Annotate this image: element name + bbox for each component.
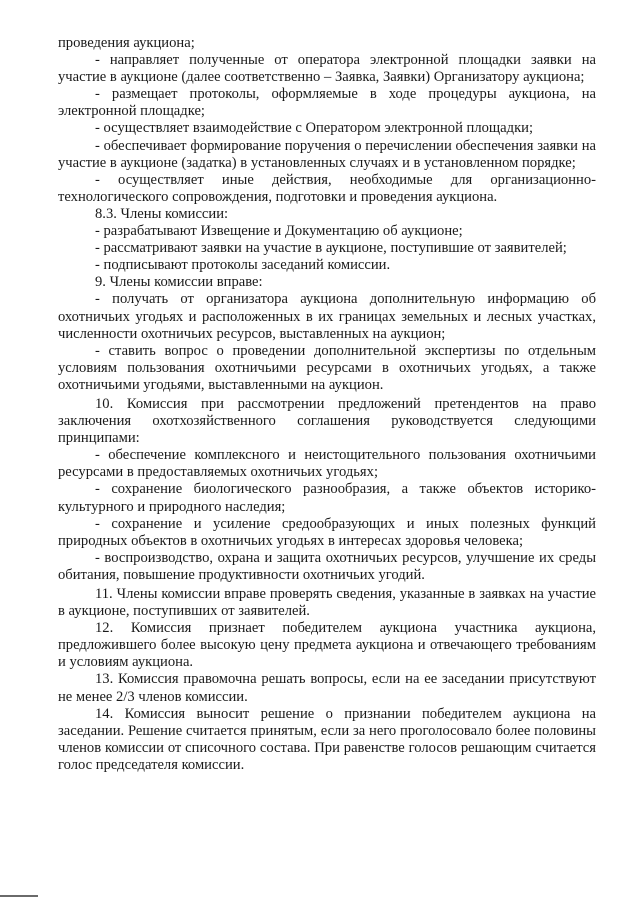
document-body — [58, 35, 596, 774]
section-12-paragraph: 12. Комиссия признает победителем аукциона участника аукциона, предложившего более высокую цену предмета аукциона и отвечающего требованиям и условиям аукциона. — [58, 620, 596, 671]
section-8-3-heading: 8.3. Члены комиссии: — [95, 205, 229, 222]
section-11-paragraph: 11. Члены комиссии вправе проверять сведения, указанные в заявках на участие в аукционе, поступивших от заявителей. — [58, 586, 596, 620]
scan-edge-mark — [0, 895, 38, 897]
paragraph-sign-protocols: - подписывают протоколы заседаний комиссии. — [95, 257, 391, 274]
section-14-paragraph: 14. Комиссия выносит решение о признании победителем аукциона на заседании. Решение считается принятым, если за него проголосовало более половины членов комиссии от списочного состава. При равенстве голосов решающим считается голос председателя комиссии. — [58, 705, 596, 773]
paragraph-raise-expertise: - ставить вопрос о проведении дополнительной экспертизы по отдельным условиям пользования охотничьими ресурсами в охотничьих угодьях, а также охотничьими угодьями, выставленными на аукцион. — [58, 342, 596, 393]
paragraph-environment-functions: - сохранение и усиление средообразующих и иных полезных функций природных объектов в охотничьих угодьях в интересах здоровья человека; — [58, 515, 596, 549]
paragraph-forward-applications: - направляет полученные от оператора электронной площадки заявки на участие в аукционе (далее соответственно – Заявка, Заявки) Организатору аукциона; — [58, 52, 596, 86]
paragraph-publish-protocols: - размещает протоколы, оформляемые в ходе процедуры аукциона, на электронной площадке; — [58, 86, 596, 120]
section-13-paragraph: 13. Комиссия правомочна решать вопросы, если на ее заседании присутствуют не менее 2/3 членов комиссии. — [58, 671, 596, 705]
paragraph-sustainable-use: - обеспечение комплексного и неистощительного пользования охотничьими ресурсами в предоставляемых охотничьих угодьях; — [58, 447, 596, 481]
paragraph-receive-information: - получать от организатора аукциона дополнительную информацию об охотничьих угодьях и расположенных в их границах земельных и лесных участках, численности охотничьих ресурсов, выставленных на аукцион; — [58, 291, 596, 342]
paragraph-review-applications: - рассматривают заявки на участие в аукционе, поступившие от заявителей; — [95, 240, 567, 257]
section-9-heading: 9. Члены комиссии вправе: — [95, 274, 263, 291]
paragraph-reproduction: - воспроизводство, охрана и защита охотничьих ресурсов, улучшение их среды обитания, повышение продуктивности охотничьих угодий. — [58, 549, 596, 583]
paragraph-develop-notice: - разрабатывают Извещение и Документацию об аукционе; — [95, 223, 463, 240]
paragraph-interact-operator: - осуществляет взаимодействие с Оператором электронной площадки; — [95, 120, 534, 137]
paragraph-continuation: проведения аукциона; — [58, 35, 195, 51]
paragraph-other-actions: - осуществляет иные действия, необходимые для организационно-технологического сопровождения, подготовки и проведения аукциона. — [58, 171, 596, 205]
section-10-paragraph: 10. Комиссия при рассмотрении предложений претендентов на право заключения охотхозяйственного соглашения руководствуется следующими принципами: — [58, 395, 596, 447]
paragraph-biodiversity: - сохранение биологического разнообразия, а также объектов историко-культурного и природного наследия; — [58, 481, 596, 515]
paragraph-deposit-order: - обеспечивает формирование поручения о перечислении обеспечения заявки на участие в аукционе (задатка) в установленных случаях и в установленном порядке; — [58, 137, 596, 171]
